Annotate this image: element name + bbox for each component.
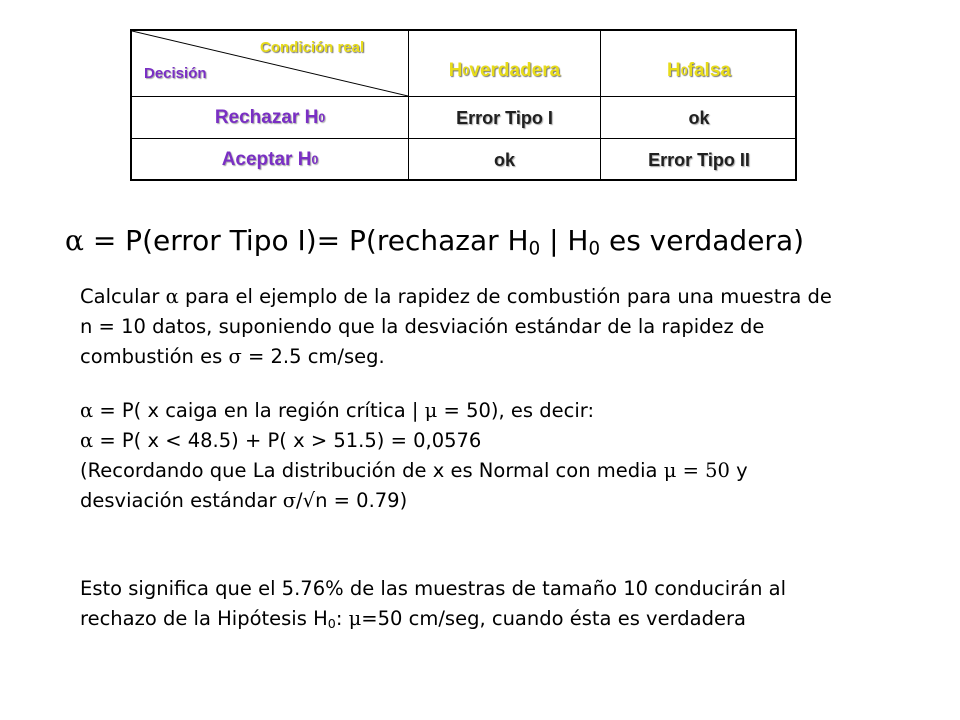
header-h0-false: H 0 falsa <box>667 60 731 81</box>
alpha-definition: α = P(error Tipo I)= P(rechazar $H_0$ | $H_0$ es verdadera) <box>65 224 805 260</box>
row-reject-h0: Rechazar H 0 <box>214 107 326 128</box>
alpha-calc-line-2: α = P( x < 48.5) + P( x > 51.5) = 0,0576 <box>80 429 482 452</box>
alpha-calc-line-1: α = P( x caiga en la región crítica | μ = 50), es decir: <box>80 399 595 422</box>
cell-error-type-2: Error Tipo II <box>648 149 750 170</box>
calc-line-2: n = 10 datos, suponiendo que la desviación estándar de la rapidez de <box>80 315 765 338</box>
conclusion-paragraph <box>80 574 786 639</box>
cell-error-type-1: Error Tipo I <box>456 107 553 128</box>
conclusion-line-1: Esto significa que el 5.76% de las muestras de tamaño 10 conducirán al <box>80 577 786 600</box>
row-accept-h0: Aceptar H 0 <box>221 149 319 170</box>
alpha-calc-line-3: (Recordando que La distribución de x es Normal con media μ = 50 y <box>80 459 748 482</box>
alpha-symbol: α <box>65 224 84 257</box>
alpha-calculation <box>80 396 748 516</box>
decision-table <box>130 29 797 181</box>
corner-condition-label: Condición real <box>260 39 365 56</box>
corner-decision-label: Decisión <box>144 65 207 82</box>
header-h0-true: H 0 verdadera <box>448 60 561 81</box>
cell-ok-reject: ok <box>688 107 710 128</box>
cell-ok-accept: ok <box>493 149 515 170</box>
calc-line-1: Calcular α para el ejemplo de la rapidez de combustión para una muestra de <box>80 285 832 308</box>
alpha-calc-line-4: desviación estándar σ/√n = 0.79) <box>80 489 408 512</box>
calc-paragraph <box>80 282 832 372</box>
conclusion-line-2: rechazo de la Hipótesis $H_0$: μ=50 cm/seg, cuando ésta es verdadera <box>80 607 746 632</box>
calc-line-3: combustión es σ = 2.5 cm/seg. <box>80 345 385 368</box>
